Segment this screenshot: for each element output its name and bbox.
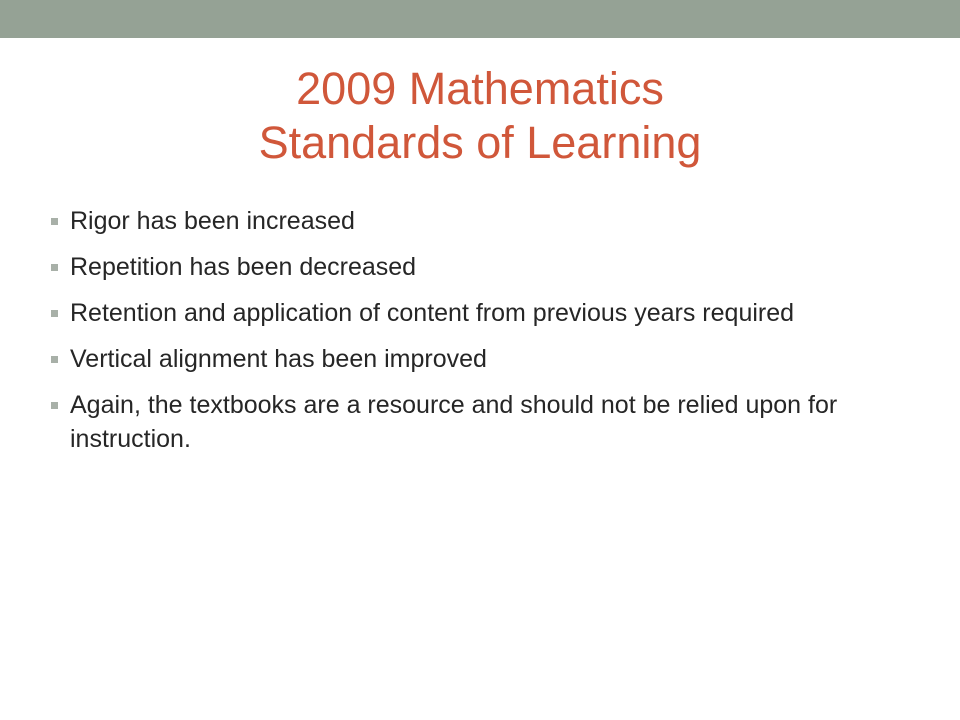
square-bullet-icon xyxy=(51,310,58,317)
bullet-item xyxy=(50,388,910,456)
square-bullet-icon xyxy=(51,402,58,409)
bullet-item xyxy=(50,296,910,330)
bullet-text: Retention and application of content from previous years required xyxy=(70,299,795,327)
square-bullet-icon xyxy=(51,218,58,225)
bullet-text: Repetition has been decreased xyxy=(70,253,417,281)
slide-title-line-2: Standards of Learning xyxy=(258,117,702,168)
square-bullet-icon xyxy=(51,356,58,363)
bullet-text: Vertical alignment has been improved xyxy=(70,345,487,373)
bullet-item xyxy=(50,342,910,376)
top-decorative-band xyxy=(0,0,960,38)
square-bullet-icon xyxy=(51,264,58,271)
bullet-item xyxy=(50,204,910,238)
slide-title-line-1: 2009 Mathematics xyxy=(296,63,664,114)
slide-title xyxy=(0,62,960,170)
bullet-text: Rigor has been increased xyxy=(70,207,355,235)
bullet-item xyxy=(50,250,910,284)
bullet-text: Again, the textbooks are a resource and should not be relied upon for instruction. xyxy=(70,391,838,453)
bullet-list xyxy=(50,204,910,468)
